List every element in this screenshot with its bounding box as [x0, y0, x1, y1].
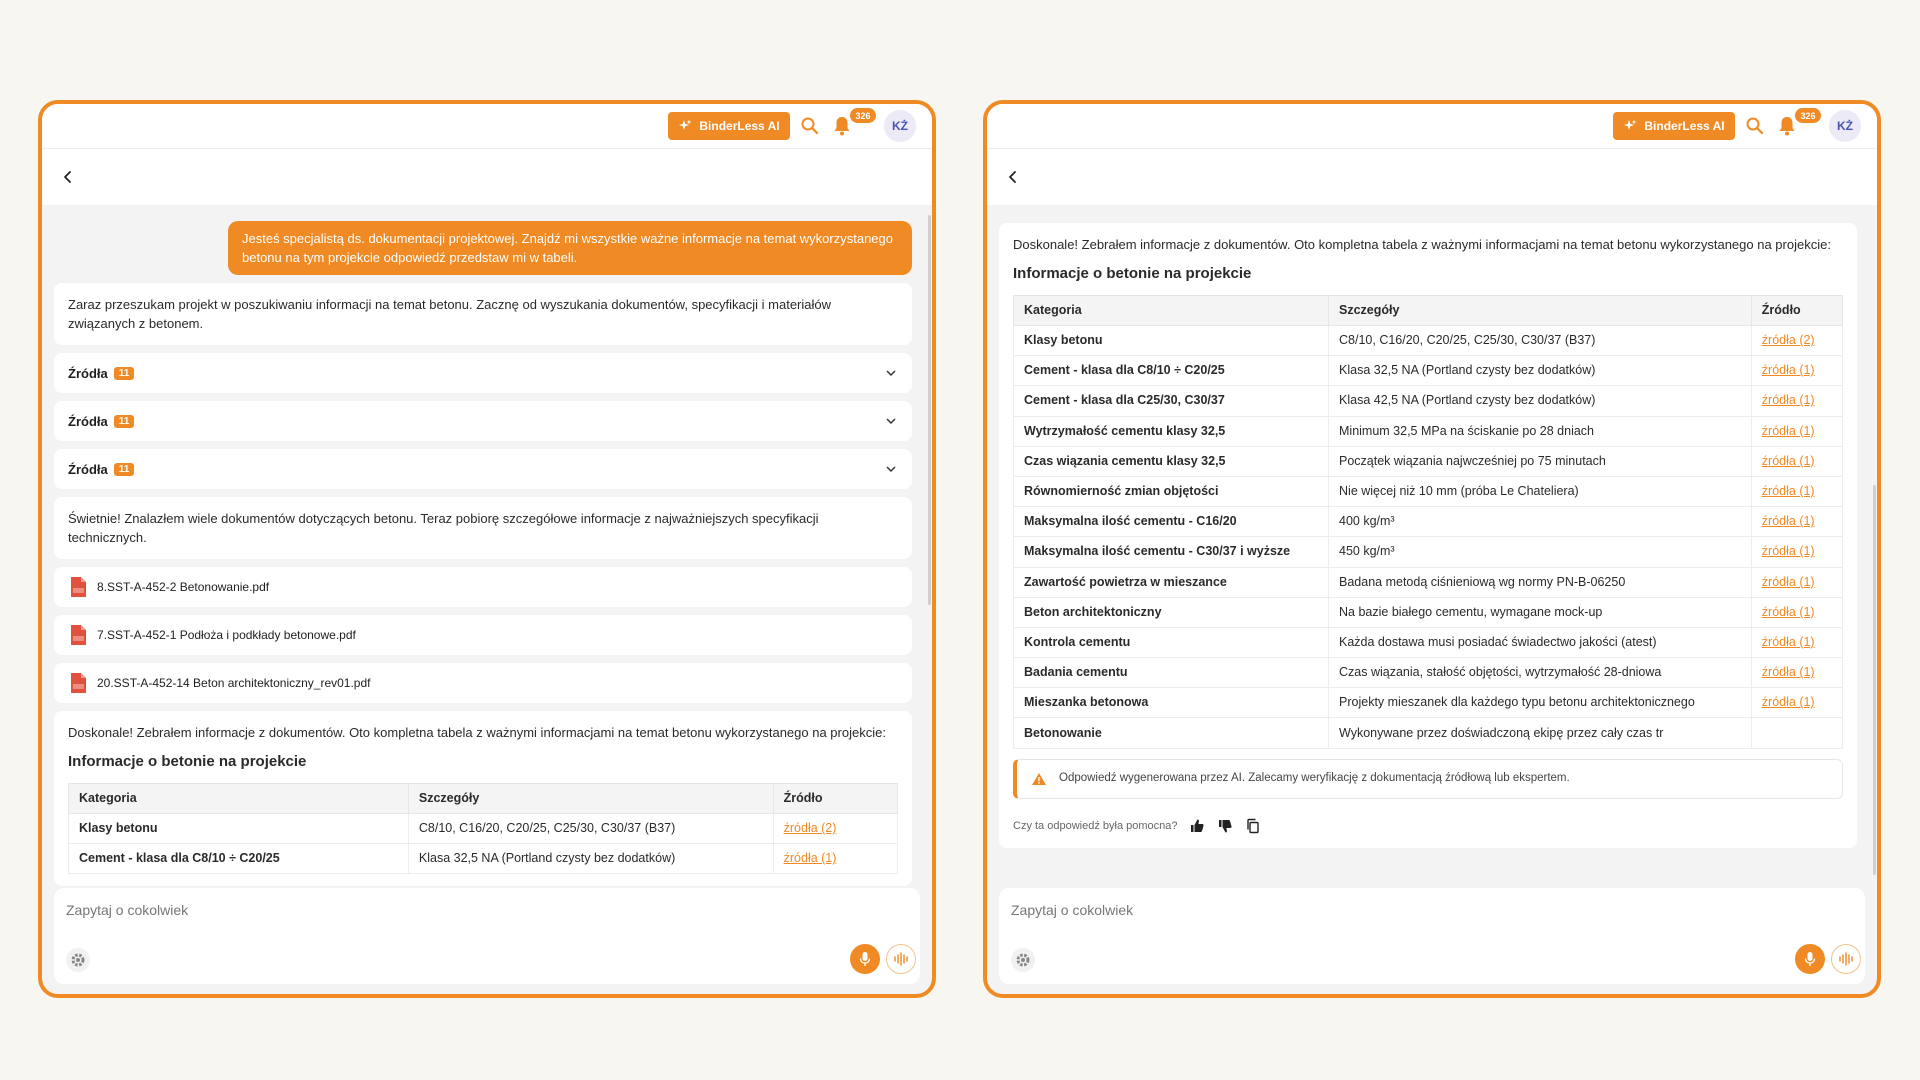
- source-cell: [1751, 507, 1842, 537]
- source-cell: [1751, 446, 1842, 476]
- pdf-icon: [70, 672, 87, 694]
- category-cell: Betonowanie: [1014, 718, 1329, 748]
- source-cell: [773, 814, 897, 844]
- ai-button-label: BinderLess AI: [699, 119, 780, 133]
- copy-icon[interactable]: [1245, 818, 1261, 834]
- ai-button-label: BinderLess AI: [1644, 119, 1725, 133]
- category-cell: Zawartość powietrza w mieszance: [1014, 567, 1329, 597]
- source-link[interactable]: źródła (1): [1761, 514, 1815, 529]
- answer-title: Informacje o betonie na projekcie: [68, 753, 307, 770]
- sources-count-badge: 11: [114, 367, 135, 380]
- message-input[interactable]: Zapytaj o cokolwiek: [1011, 902, 1134, 918]
- notification-badge: 326: [850, 108, 876, 123]
- source-cell: [1751, 627, 1842, 657]
- details-cell: 450 kg/m³: [1329, 537, 1752, 567]
- source-link[interactable]: źródła (2): [1761, 333, 1815, 348]
- details-cell: Początek wiązania najwcześniej po 75 minutach: [1329, 446, 1752, 476]
- source-link[interactable]: źródła (1): [1761, 423, 1815, 438]
- source-link[interactable]: źródła (1): [1761, 604, 1815, 619]
- source-cell: [1751, 356, 1842, 386]
- settings-button[interactable]: [66, 948, 90, 972]
- table-row: [1014, 658, 1843, 688]
- back-bar: [42, 149, 932, 205]
- details-cell: Klasa 32,5 NA (Portland czysty bez dodatków): [408, 844, 773, 874]
- column-header: Kategoria: [1014, 296, 1329, 326]
- source-link[interactable]: źródła (1): [1761, 574, 1815, 589]
- file-name: 7.SST-A-452-1 Podłoża i podkłady betonowe.pdf: [97, 628, 356, 642]
- ai-disclaimer: [1013, 759, 1843, 799]
- chevron-left-icon[interactable]: [60, 169, 76, 185]
- source-link[interactable]: źródła (1): [1761, 453, 1815, 468]
- source-cell: [1751, 386, 1842, 416]
- source-link[interactable]: źródła (1): [1761, 544, 1815, 559]
- table-body-right: [1014, 326, 1843, 749]
- settings-button[interactable]: [1011, 948, 1035, 972]
- sources-accordion[interactable]: [54, 449, 912, 489]
- scrollbar-thumb[interactable]: [928, 215, 931, 605]
- sources-label: Źródła: [68, 461, 108, 477]
- bell-icon[interactable]: [1777, 115, 1797, 137]
- answer-intro: Doskonale! Zebrałem informacje z dokumentów. Oto kompletna tabela z ważnymi informacjami na temat betonu wykorzystanego na projekcie:: [1013, 237, 1831, 252]
- sources-accordion[interactable]: [54, 353, 912, 393]
- concrete-info-table: [1013, 295, 1843, 749]
- chevron-down-icon[interactable]: [884, 462, 898, 476]
- answer-title: Informacje o betonie na projekcie: [1013, 265, 1252, 282]
- chevron-left-icon[interactable]: [1005, 169, 1021, 185]
- file-attachment[interactable]: [54, 615, 912, 655]
- source-cell: [1751, 326, 1842, 356]
- thumbs-up-icon[interactable]: [1189, 818, 1205, 834]
- file-name: 20.SST-A-452-14 Beton architektoniczny_rev01.pdf: [97, 676, 371, 690]
- sources-count-badge: 11: [114, 463, 135, 476]
- table-row: [1014, 627, 1843, 657]
- chat-window-right: [983, 100, 1881, 998]
- chevron-down-icon[interactable]: [884, 414, 898, 428]
- message-input[interactable]: Zapytaj o cokolwiek: [66, 902, 189, 918]
- chat-window-left: [38, 100, 936, 998]
- concrete-info-table: [68, 783, 898, 874]
- source-link[interactable]: źródła (1): [783, 851, 837, 866]
- category-cell: Klasy betonu: [69, 814, 409, 844]
- ai-assistant-button[interactable]: [1613, 112, 1735, 140]
- voice-wave-icon: [1838, 952, 1854, 966]
- back-bar: [987, 149, 1877, 205]
- top-bar: [42, 104, 932, 149]
- warning-icon: [1031, 772, 1047, 786]
- sources-count-badge: 11: [114, 415, 135, 428]
- table-row: [1014, 688, 1843, 718]
- category-cell: Klasy betonu: [1014, 326, 1329, 356]
- voice-mode-button[interactable]: [886, 944, 916, 974]
- scrollbar[interactable]: [927, 205, 932, 888]
- top-bar: [987, 104, 1877, 149]
- table-row: [1014, 597, 1843, 627]
- feedback-question: Czy ta odpowiedź była pomocna?: [1013, 819, 1178, 832]
- ai-assistant-button[interactable]: [668, 112, 790, 140]
- details-cell: Projekty mieszanek dla każdego typu betonu architektonicznego: [1329, 688, 1752, 718]
- sparkle-icon: [1623, 119, 1637, 133]
- scrollbar[interactable]: [1872, 205, 1877, 888]
- gear-icon: [1015, 952, 1031, 968]
- source-link[interactable]: źródła (1): [1761, 393, 1815, 408]
- details-cell: Minimum 32,5 MPa na ściskanie po 28 dniach: [1329, 416, 1752, 446]
- avatar[interactable]: KŻ: [1829, 110, 1861, 142]
- table-row: [1014, 386, 1843, 416]
- category-cell: Badania cementu: [1014, 658, 1329, 688]
- column-header: Źródło: [773, 784, 897, 814]
- category-cell: Cement - klasa dla C25/30, C30/37: [1014, 386, 1329, 416]
- pdf-icon: [70, 576, 87, 598]
- column-header: Szczegóły: [1329, 296, 1752, 326]
- source-link[interactable]: źródła (1): [1761, 634, 1815, 649]
- file-name: 8.SST-A-452-2 Betonowanie.pdf: [97, 580, 270, 594]
- details-cell: 400 kg/m³: [1329, 507, 1752, 537]
- column-header: Źródło: [1751, 296, 1842, 326]
- gear-icon: [70, 952, 86, 968]
- details-cell: Badana metodą ciśnieniową wg normy PN-B-06250: [1329, 567, 1752, 597]
- source-link[interactable]: źródła (1): [1761, 665, 1815, 680]
- source-cell: [1751, 688, 1842, 718]
- source-cell: [1751, 476, 1842, 506]
- pdf-icon: [70, 624, 87, 646]
- details-cell: C8/10, C16/20, C20/25, C25/30, C30/37 (B37): [408, 814, 773, 844]
- column-header: Szczegóły: [408, 784, 773, 814]
- table-row: [1014, 416, 1843, 446]
- source-link[interactable]: źródła (1): [1761, 363, 1815, 378]
- table-row: [1014, 326, 1843, 356]
- table-row: [1014, 507, 1843, 537]
- user-message: Jesteś specjalistą ds. dokumentacji projektowej. Znajdź mi wszystkie ważne informacje na temat wykorzystanego betonu na tym projekcie odpowiedź przedstaw mi w tabeli.: [228, 221, 912, 275]
- voice-mode-button[interactable]: [1831, 944, 1861, 974]
- details-cell: C8/10, C16/20, C20/25, C25/30, C30/37 (B37): [1329, 326, 1752, 356]
- details-cell: Wykonywane przez doświadczoną ekipę przez cały czas tr: [1329, 718, 1752, 748]
- disclaimer-text: Odpowiedź wygenerowana przez AI. Zalecamy weryfikację z dokumentacją źródłową lub ekspertem.: [1059, 772, 1570, 785]
- sources-label: Źródła: [68, 413, 108, 429]
- notification-badge: 326: [1795, 108, 1821, 123]
- category-cell: Mieszanka betonowa: [1014, 688, 1329, 718]
- feedback-row: [1013, 817, 1843, 836]
- microphone-button[interactable]: [850, 944, 880, 974]
- table-row: [1014, 476, 1843, 506]
- details-cell: Klasa 42,5 NA (Portland czysty bez dodatków): [1329, 386, 1752, 416]
- source-cell: [1751, 658, 1842, 688]
- category-cell: Równomierność zmian objętości: [1014, 476, 1329, 506]
- source-cell: [1751, 537, 1842, 567]
- category-cell: Wytrzymałość cementu klasy 32,5: [1014, 416, 1329, 446]
- details-cell: Każda dostawa musi posiadać świadectwo jakości (atest): [1329, 627, 1752, 657]
- source-link[interactable]: źródła (2): [783, 821, 837, 836]
- microphone-button[interactable]: [1795, 944, 1825, 974]
- microphone-icon: [1803, 951, 1817, 967]
- assistant-message: Zaraz przeszukam projekt w poszukiwaniu informacji na temat betonu. Zacznę od wyszukania dokumentów, specyfikacji i materiałów związanych z betonem.: [54, 283, 912, 345]
- source-cell: [1751, 416, 1842, 446]
- search-icon[interactable]: [1745, 116, 1765, 136]
- details-cell: Na bazie białego cementu, wymagane mock-up: [1329, 597, 1752, 627]
- answer-intro: Doskonale! Zebrałem informacje z dokumentów. Oto kompletna tabela z ważnymi informacjami na temat betonu wykorzystanego na projekcie:: [68, 725, 886, 740]
- category-cell: Cement - klasa dla C8/10 ÷ C20/25: [69, 844, 409, 874]
- sources-label: Źródła: [68, 365, 108, 381]
- category-cell: Czas wiązania cementu klasy 32,5: [1014, 446, 1329, 476]
- table-row: [69, 814, 898, 844]
- details-cell: Klasa 32,5 NA (Portland czysty bez dodatków): [1329, 356, 1752, 386]
- scrollbar-thumb[interactable]: [1873, 485, 1876, 875]
- assistant-answer: [54, 711, 912, 886]
- category-cell: Cement - klasa dla C8/10 ÷ C20/25: [1014, 356, 1329, 386]
- source-cell: [1751, 597, 1842, 627]
- message-composer: [999, 888, 1865, 984]
- assistant-answer: [999, 223, 1857, 848]
- table-row: [1014, 537, 1843, 567]
- thumbs-down-icon[interactable]: [1217, 818, 1233, 834]
- table-row: [1014, 446, 1843, 476]
- voice-wave-icon: [893, 952, 909, 966]
- source-link[interactable]: źródła (1): [1761, 484, 1815, 499]
- source-cell: [1751, 718, 1842, 748]
- sparkle-icon: [678, 119, 692, 133]
- table-row: [1014, 356, 1843, 386]
- category-cell: Beton architektoniczny: [1014, 597, 1329, 627]
- table-row: [1014, 718, 1843, 748]
- table-row: [69, 844, 898, 874]
- details-cell: Nie więcej niż 10 mm (próba Le Chateliera): [1329, 476, 1752, 506]
- source-cell: [773, 844, 897, 874]
- source-link[interactable]: źródła (1): [1761, 695, 1815, 710]
- table-row: [1014, 567, 1843, 597]
- message-composer: [54, 888, 920, 984]
- bell-icon[interactable]: [832, 115, 852, 137]
- category-cell: Maksymalna ilość cementu - C30/37 i wyższe: [1014, 537, 1329, 567]
- chevron-down-icon[interactable]: [884, 366, 898, 380]
- table-body-left: [69, 814, 898, 874]
- search-icon[interactable]: [800, 116, 820, 136]
- assistant-message: Świetnie! Znalazłem wiele dokumentów dotyczących betonu. Teraz pobiorę szczegółowe informacje z najważniejszych specyfikacji technicznych.: [54, 497, 912, 559]
- source-cell: [1751, 567, 1842, 597]
- message-list[interactable]: [987, 205, 1877, 888]
- microphone-icon: [858, 951, 872, 967]
- category-cell: Maksymalna ilość cementu - C16/20: [1014, 507, 1329, 537]
- sources-accordion[interactable]: [54, 401, 912, 441]
- file-attachment[interactable]: [54, 663, 912, 703]
- file-attachment[interactable]: [54, 567, 912, 607]
- avatar[interactable]: KŻ: [884, 110, 916, 142]
- column-header: Kategoria: [69, 784, 409, 814]
- category-cell: Kontrola cementu: [1014, 627, 1329, 657]
- message-list[interactable]: [42, 205, 932, 888]
- details-cell: Czas wiązania, stałość objętości, wytrzymałość 28-dniowa: [1329, 658, 1752, 688]
